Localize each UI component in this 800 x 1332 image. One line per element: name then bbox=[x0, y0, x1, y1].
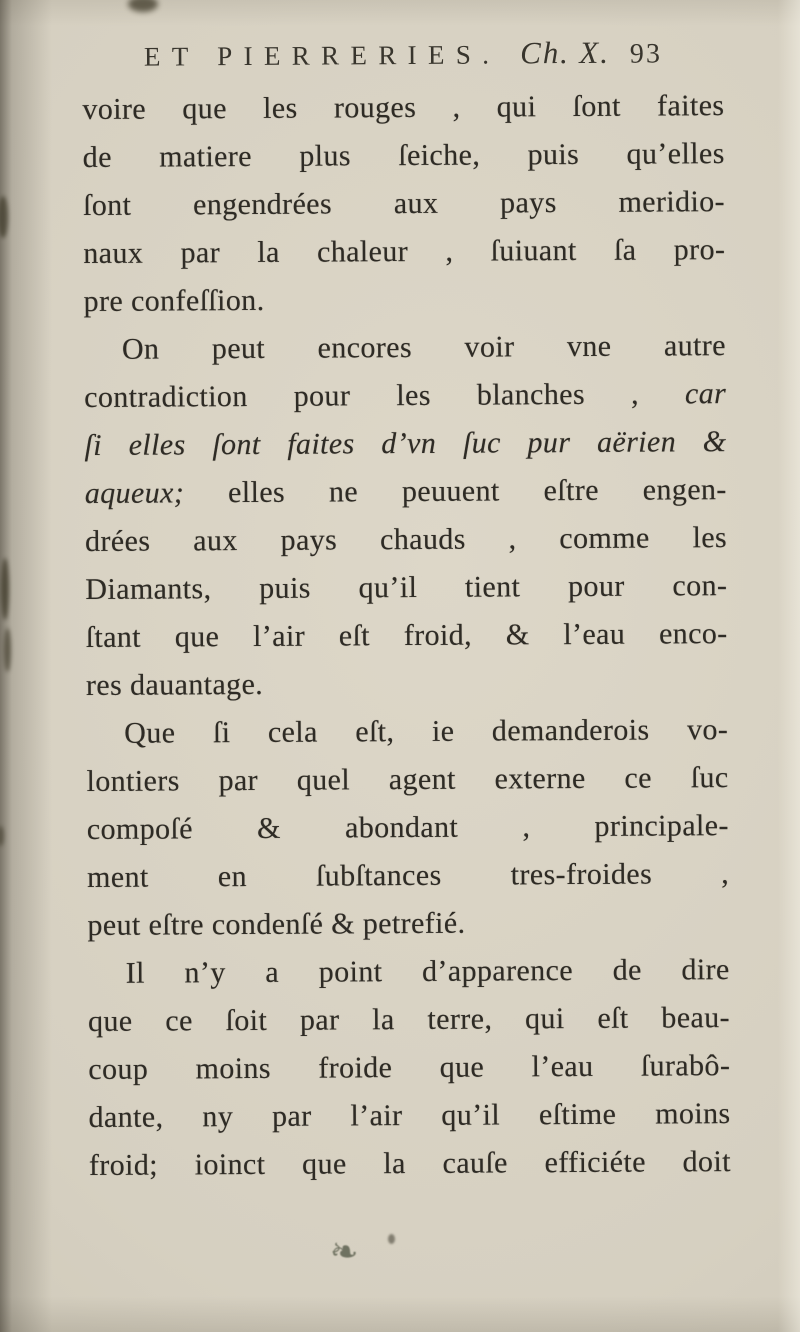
body-text: coup moins froide que l’eau ſurabô- bbox=[88, 1049, 731, 1086]
body-text: drées aux pays chauds , comme les bbox=[84, 521, 728, 558]
body-text: que ce ſoit par la terre, qui eſt beau- bbox=[87, 1001, 731, 1038]
body-text: pre confeſſion. bbox=[83, 283, 265, 318]
text-line bbox=[87, 850, 729, 902]
text-line bbox=[86, 706, 728, 758]
text-line bbox=[88, 1042, 730, 1094]
body-text: dante, ny par l’air qu’il eſtime moins bbox=[88, 1097, 731, 1134]
body-text: Il n’y a point d’apparence de dire bbox=[125, 953, 730, 990]
body-text: ſtant que l’air eſt froid, & l’eau enco- bbox=[85, 617, 728, 654]
italic-text: ſi elles ſont faites d’vn ſuc pur aërien & bbox=[84, 425, 727, 462]
text-line bbox=[86, 658, 728, 710]
page-header bbox=[82, 34, 724, 74]
ink-spot bbox=[4, 628, 11, 672]
ink-spot bbox=[0, 196, 8, 238]
text-line bbox=[86, 754, 728, 806]
body-text: contradiction pour les blanches , bbox=[84, 377, 686, 414]
body-text: Diamants, puis qu’il tient pour con- bbox=[85, 569, 728, 606]
text-block bbox=[82, 82, 731, 1190]
body-text: lontiers par quel agent externe ce ſuc bbox=[86, 761, 729, 798]
printer-ornament-icon: ❧ bbox=[327, 1232, 361, 1273]
text-line bbox=[83, 178, 725, 230]
ink-spot bbox=[388, 1234, 395, 1244]
ink-spot bbox=[128, 0, 158, 12]
text-line bbox=[85, 562, 727, 614]
italic-text: aqueux; bbox=[84, 476, 185, 510]
text-line bbox=[83, 130, 725, 182]
text-line bbox=[87, 802, 729, 854]
body-text: ſont engendrées aux pays meridio- bbox=[82, 185, 726, 222]
body-text: froid; ioinct que la cauſe efficiéte doit bbox=[88, 1145, 731, 1182]
text-line bbox=[84, 418, 726, 470]
text-line bbox=[88, 994, 730, 1046]
text-line bbox=[88, 1090, 730, 1142]
body-text: Que ſi cela eſt, ie demanderois vo- bbox=[124, 713, 729, 750]
ink-spot bbox=[1, 558, 9, 620]
text-line bbox=[88, 946, 730, 998]
body-text: naux par la chaleur , ſuiuant ſa pro- bbox=[83, 233, 726, 270]
body-text: voire que les rouges , qui ſont faites bbox=[82, 89, 725, 126]
text-line bbox=[84, 370, 726, 422]
body-text: On peut encores voir vne autre bbox=[121, 329, 726, 366]
body-text: de matiere plus ſeiche, puis qu’elles bbox=[82, 137, 725, 174]
chapter-heading: Ch. X. bbox=[520, 34, 610, 71]
body-text: compoſé & abondant , principale- bbox=[86, 809, 729, 846]
text-line bbox=[83, 226, 725, 278]
running-title: ET PIERRERIES. bbox=[143, 39, 501, 72]
body-text: elles ne peuuent eſtre engen- bbox=[184, 473, 727, 510]
body-text: peut eſtre condenſé & petrefié. bbox=[87, 906, 466, 942]
text-line bbox=[85, 514, 727, 566]
text-line bbox=[83, 274, 725, 326]
text-line bbox=[85, 466, 727, 518]
italic-text: car bbox=[684, 377, 727, 411]
ink-spot bbox=[0, 826, 4, 846]
page-content bbox=[82, 34, 731, 1190]
body-text: ment en ſubſtances tres-froides , bbox=[87, 857, 730, 894]
text-line bbox=[84, 322, 726, 374]
text-line bbox=[82, 82, 724, 134]
text-line bbox=[86, 610, 728, 662]
text-line bbox=[89, 1138, 731, 1190]
text-line bbox=[87, 898, 729, 950]
body-text: res dauantage. bbox=[85, 667, 264, 702]
page-number: 93 bbox=[629, 38, 663, 70]
